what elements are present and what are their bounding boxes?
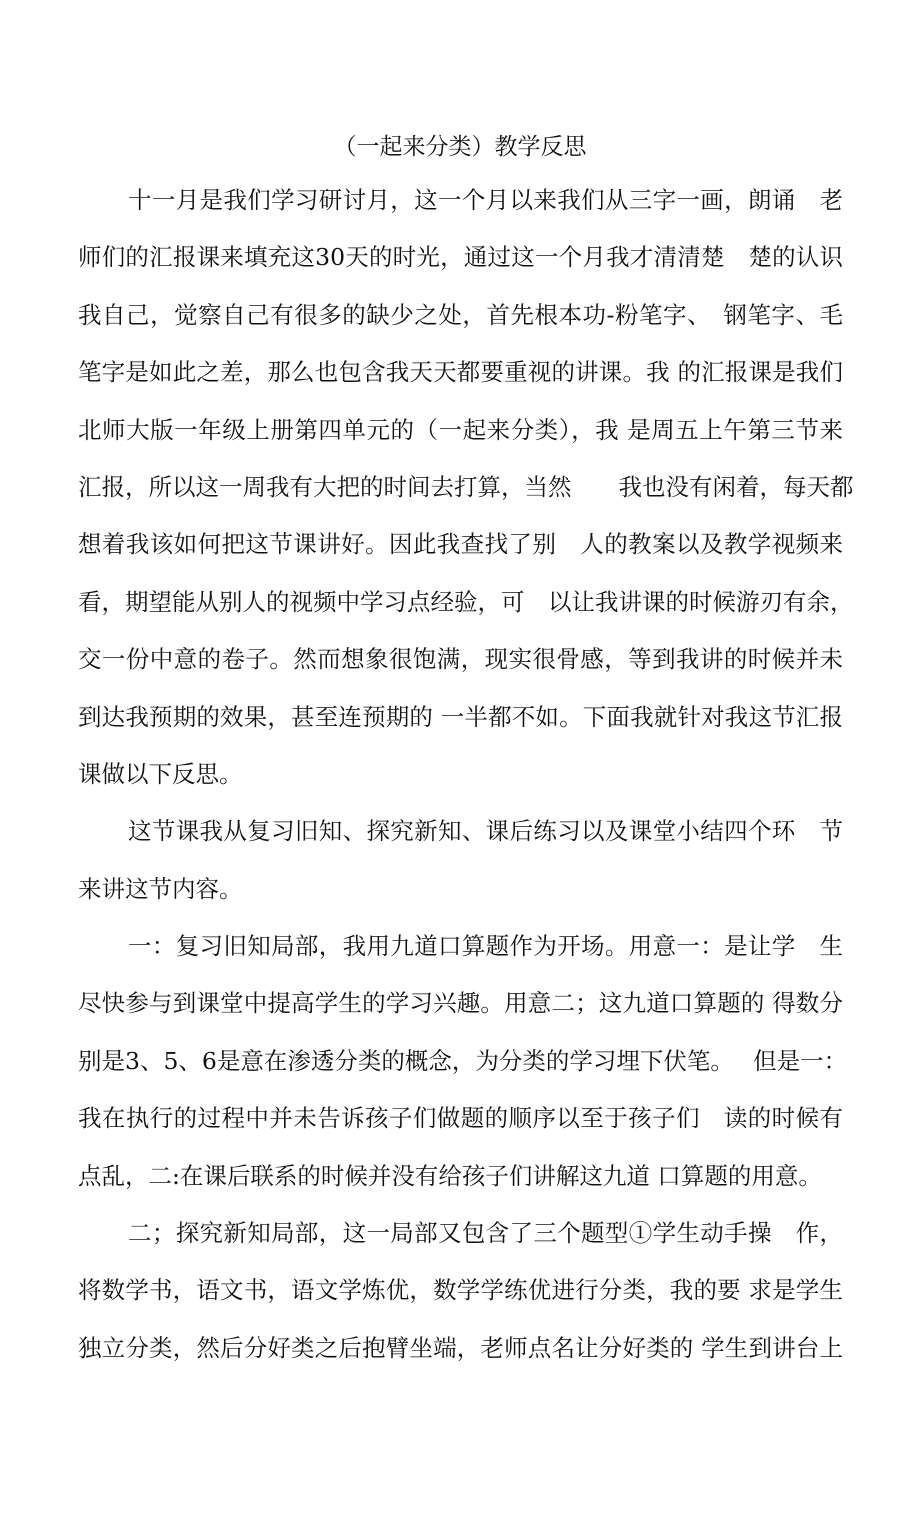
paragraph-4-line: 独立分类，然后分好类之后抱臂坐端，老师点名让分好类的 学生到讲台上 <box>78 1333 843 1362</box>
document-body <box>78 172 854 1377</box>
paragraph-1-line: 汇报，所以这一周我有大把的时间去打算，当然 我也没有闲着，每天都 <box>78 472 854 501</box>
paragraph-1-line: 我自己，觉察自己有很多的缺少之处，首先根本功-粉笔字、 钢笔字、毛 <box>78 300 843 329</box>
paragraph-3-line: 一：复习旧知局部，我用九道口算题作为开场。用意一：是让学 生 <box>128 932 843 961</box>
paragraph-1-line: 想着我该如何把这节课讲好。因此我查找了别 人的教案以及教学视频来 <box>78 530 843 559</box>
paragraph-4-line: 将数学书，语文书，语文学炼优，数学学练优进行分类，我的要 求是学生 <box>78 1276 843 1305</box>
paragraph-2-line: 来讲这节内容。 <box>78 874 243 903</box>
paragraph-3-line: 我在执行的过程中并未告诉孩子们做题的顺序以至于孩子们 读的时候有 <box>78 1104 843 1133</box>
paragraph-1-line: 到达我预期的效果，甚至连预期的 一半都不如。下面我就针对我这节汇报 <box>78 702 843 731</box>
paragraph-2-line: 这节课我从复习旧知、探究新知、课后练习以及课堂小结四个环 节 <box>128 817 843 846</box>
paragraph-1-line: 十一月是我们学习研讨月，这一个月以来我们从三字一画，朗诵 老 <box>128 186 843 214</box>
paragraph-1-line: 课做以下反思。 <box>78 759 243 788</box>
paragraph-1-line: 看，期望能从别人的视频中学习点经验，可 以让我讲课的时候游刃有余， <box>78 587 854 616</box>
paragraph-3-line: 尽快参与到课堂中提高学生的学习兴趣。用意二；这九道口算题的 得数分 <box>78 989 843 1018</box>
paragraph-1-line: 交一份中意的卷子。然而想象很饱满，现实很骨感，等到我讲的时候并未 <box>78 645 843 674</box>
paragraph-3-line: 点乱，二:在课后联系的时候并没有给孩子们讲解这九道 口算题的用意。 <box>78 1161 822 1190</box>
paragraph-1-line: 师们的汇报课来填充这30天的时光，通过这一个月我才清清楚 楚的认识 <box>78 243 843 272</box>
paragraph-3-line: 别是3、5、6是意在渗透分类的概念，为分类的学习埋下伏笔。 但是一： <box>78 1046 848 1075</box>
paragraph-4-line: 二；探究新知局部，这一局部又包含了三个题型①学生动手操 作， <box>128 1219 843 1248</box>
paragraph-1-line: 笔字是如此之差，那么也包含我天天都要重视的讲课。我 的汇报课是我们 <box>78 358 843 387</box>
document-title: （一起来分类）教学反思 <box>333 134 587 160</box>
paragraph-1-line: 北师大版一年级上册第四单元的（一起来分类），我 是周五上午第三节来 <box>78 415 843 444</box>
